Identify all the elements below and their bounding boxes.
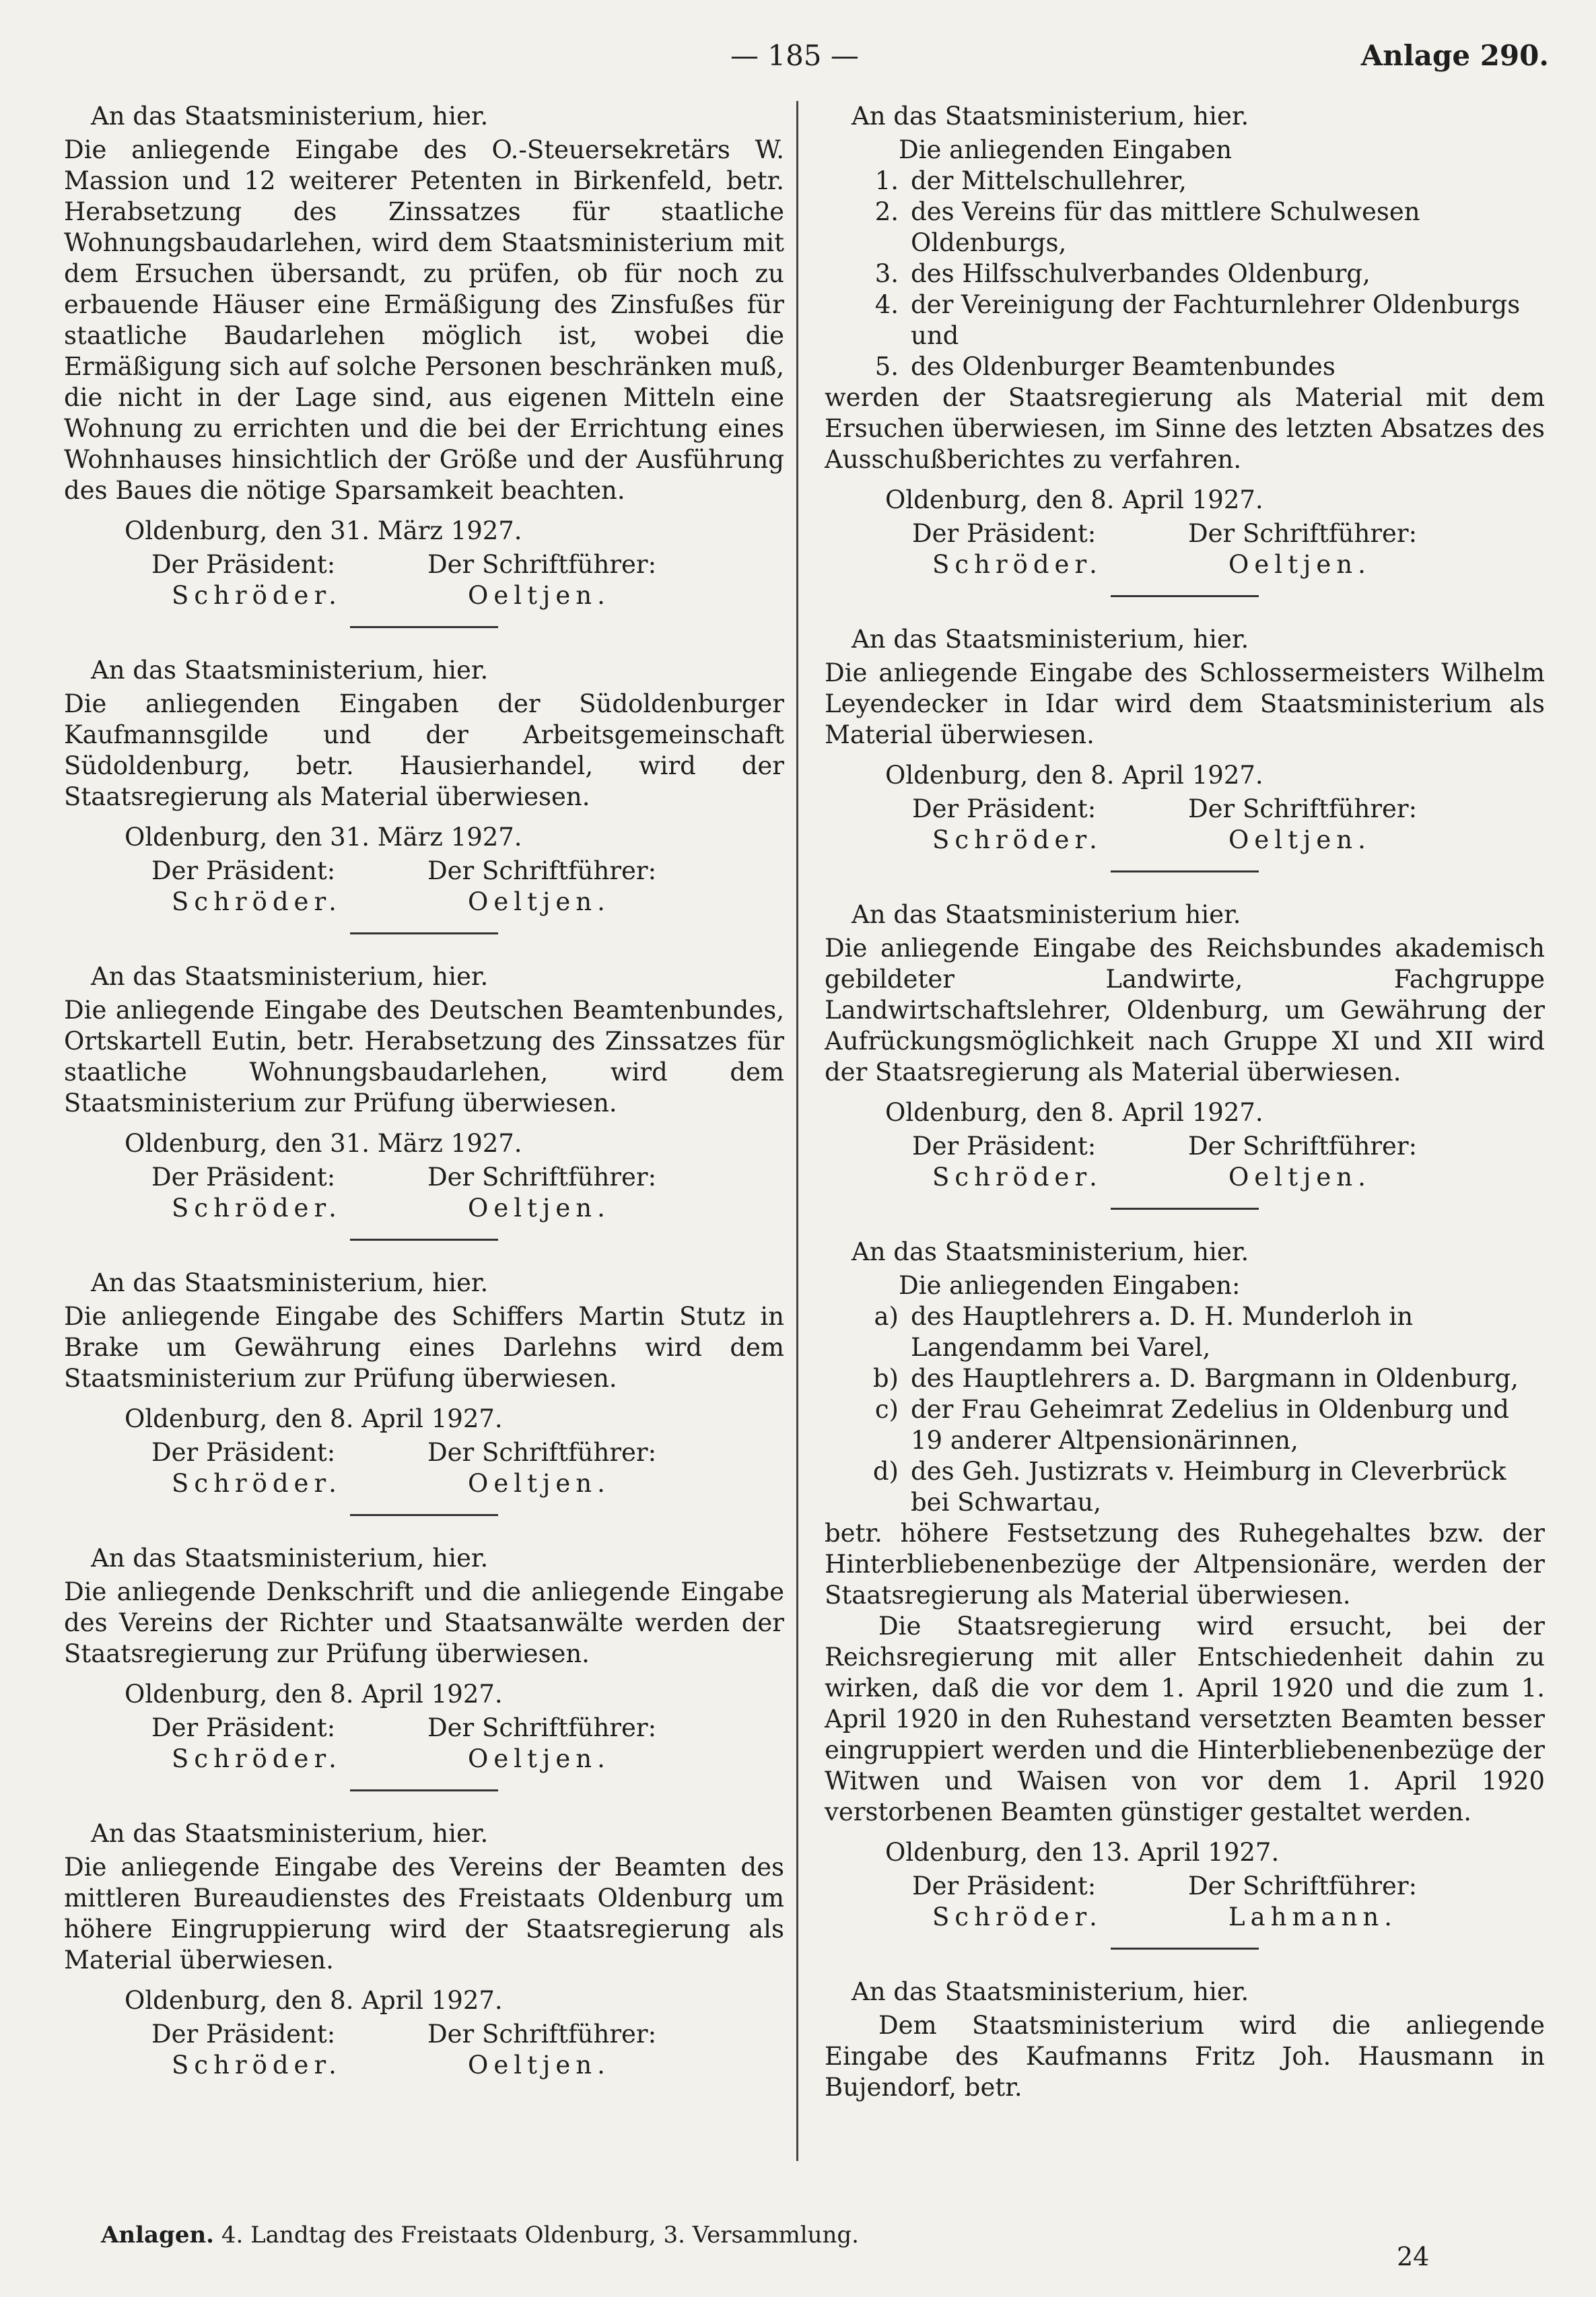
entry-separator: [1111, 1948, 1259, 1950]
list-item-text: des Oldenburger Beamtenbundes: [911, 352, 1335, 381]
list-item-number: c): [874, 1395, 899, 1424]
entry-body: werden der Staatsregierung als Material mit dem Ersuchen überwiesen, im Sinne des letzten Absatzes des Ausschußberichtes zu verfahren.: [825, 383, 1545, 474]
entry-address: An das Staatsministerium, hier.: [91, 1544, 489, 1573]
president-label: Der Präsident:: [151, 1163, 336, 1192]
list-item: [825, 259, 1545, 289]
sheet-number: 24: [1397, 2242, 1430, 2271]
resolution-entry: [825, 1237, 1545, 1950]
entry-separator: [1111, 870, 1259, 872]
entry-place-date: Oldenburg, den 8. April 1927.: [885, 761, 1263, 790]
entry-separator: [1111, 595, 1259, 597]
entry-address: An das Staatsministerium, hier.: [91, 1268, 489, 1297]
entry-place-date: Oldenburg, den 8. April 1927.: [125, 1986, 503, 2015]
entry-body: Die anliegenden Eingaben der Südoldenburger Kaufmannsgilde und der Arbeitsgemeinschaft Südoldenburg, betr. Hausierhandel, wird der Staatsregierung als Material überwiesen.: [64, 689, 784, 811]
entry-address: An das Staatsministerium, hier.: [91, 962, 489, 991]
secretary-name: Oeltjen.: [1228, 825, 1371, 854]
entry-address: An das Staatsministerium, hier.: [852, 102, 1249, 131]
list-item: [825, 1456, 1545, 1518]
column-divider: [796, 101, 798, 2161]
signature-names: [825, 825, 1545, 856]
entry-body: Die anliegende Eingabe des Reichsbundes akademisch gebildeter Landwirte, Fachgruppe Landwirtschaftslehrer, Oldenburg, um Gewährung der Aufrückungsmöglichkeit nach Gruppe XI und XII wird der Staatsregierung als Material überwiesen.: [825, 934, 1545, 1087]
list-item-text: der Mittelschullehrer,: [911, 166, 1187, 195]
secretary-label: Der Schriftführer:: [1188, 1132, 1418, 1161]
entry-intro: Die anliegenden Eingaben: [899, 135, 1233, 164]
list-item-text: des Hilfsschulverbandes Oldenburg,: [911, 259, 1371, 288]
petition-list: [825, 166, 1545, 382]
right-column: [825, 101, 1545, 2103]
list-item-text: der Frau Geheimrat Zedelius in Oldenburg und 19 anderer Altpensionärinnen,: [911, 1395, 1509, 1455]
signature-labels: [825, 518, 1545, 549]
page-number: — 185 —: [730, 39, 859, 72]
annex-label: Anlage 290.: [1360, 39, 1549, 72]
signature-names: [64, 1468, 784, 1499]
entry-body: Die anliegende Eingabe des Deutschen Beamtenbundes, Ortskartell Eutin, betr. Herabsetzung des Zinssatzes für staatliche Wohnungsbaudarlehen, wird dem Staatsministerium zur Prüfung überwiesen.: [64, 996, 784, 1118]
resolution-entry: [64, 1543, 784, 1791]
secretary-name: Oeltjen.: [468, 1744, 611, 1773]
list-item: [825, 351, 1545, 382]
entry-address: An das Staatsministerium, hier.: [852, 625, 1249, 654]
secretary-label: Der Schriftführer:: [427, 2020, 657, 2049]
entry-separator: [350, 1514, 498, 1516]
president-name: Schröder.: [932, 825, 1103, 854]
signature-names: [64, 1744, 784, 1775]
entry-separator: [350, 1789, 498, 1791]
secretary-name: Oeltjen.: [468, 1469, 611, 1498]
list-item-number: a): [874, 1302, 899, 1331]
secretary-label: Der Schriftführer:: [1188, 794, 1418, 823]
entry-body: Die anliegende Eingabe des Vereins der Beamten des mittleren Bureaudienstes des Freistaats Oldenburg um höhere Eingruppierung wird der Staatsregierung als Material überwiesen.: [64, 1853, 784, 1975]
secretary-name: Oeltjen.: [468, 581, 611, 610]
signature-names: [825, 549, 1545, 580]
entry-address: An das Staatsministerium, hier.: [852, 1977, 1249, 2006]
list-item: [825, 1363, 1545, 1394]
secretary-label: Der Schriftführer:: [1188, 519, 1418, 548]
secretary-label: Der Schriftführer:: [427, 1438, 657, 1467]
secretary-name: Lahmann.: [1228, 1902, 1398, 1931]
secretary-label: Der Schriftführer:: [427, 1713, 657, 1742]
signature-names: [64, 887, 784, 918]
entry-body: Die anliegende Denkschrift und die anliegende Eingabe des Vereins der Richter und Staatsanwälte werden der Staatsregierung zur Prüfung überwiesen.: [64, 1577, 784, 1668]
list-item-text: des Hauptlehrers a. D. H. Munderloh in Langendamm bei Varel,: [911, 1302, 1414, 1362]
president-name: Schröder.: [172, 1194, 342, 1223]
entry-body: Dem Staatsministerium wird die anliegende Eingabe des Kaufmanns Fritz Joh. Hausmann in Bujendorf, betr.: [825, 2011, 1545, 2102]
entry-separator: [350, 932, 498, 934]
entry-body: Die anliegende Eingabe des Schiffers Martin Stutz in Brake um Gewährung eines Darlehns wird dem Staatsministerium zur Prüfung überwiesen.: [64, 1302, 784, 1393]
list-item-text: des Hauptlehrers a. D. Bargmann in Oldenburg,: [911, 1364, 1519, 1393]
entry-place-date: Oldenburg, den 8. April 1927.: [125, 1404, 503, 1433]
entry-place-date: Oldenburg, den 31. März 1927.: [125, 1129, 522, 1158]
signature-labels: [64, 1713, 784, 1744]
signature-labels: [64, 856, 784, 887]
entry-address: An das Staatsministerium, hier.: [91, 102, 489, 131]
entry-body: betr. höhere Festsetzung des Ruhegehaltes bzw. der Hinterbliebenenbezüge der Altpensionäre, werden der Staatsregierung als Material überwiesen.: [825, 1519, 1545, 1610]
entry-place-date: Oldenburg, den 31. März 1927.: [125, 823, 522, 852]
resolution-entry: [64, 961, 784, 1241]
resolution-entry: [825, 899, 1545, 1210]
secretary-name: Oeltjen.: [468, 2051, 611, 2080]
president-name: Schröder.: [172, 1744, 342, 1773]
secretary-label: Der Schriftführer:: [1188, 1872, 1418, 1900]
list-item-number: 4.: [874, 290, 899, 319]
president-name: Schröder.: [932, 550, 1103, 579]
president-name: Schröder.: [172, 581, 342, 610]
list-item-number: 1.: [874, 166, 899, 195]
signature-labels: [64, 1437, 784, 1468]
resolution-entry: [825, 101, 1545, 597]
president-label: Der Präsident:: [151, 550, 336, 579]
president-label: Der Präsident:: [912, 519, 1097, 548]
entry-body: Die anliegende Eingabe des Schlossermeisters Wilhelm Leyendecker in Idar wird dem Staatsministerium als Material überwiesen.: [825, 658, 1545, 749]
resolution-entry: [64, 1818, 784, 2081]
president-name: Schröder.: [932, 1902, 1103, 1931]
president-label: Der Präsident:: [912, 1132, 1097, 1161]
secretary-label: Der Schriftführer:: [427, 1163, 657, 1192]
petition-list: [825, 1301, 1545, 1518]
signature-labels: [825, 1871, 1545, 1902]
list-item-number: 2.: [874, 197, 899, 226]
entry-place-date: Oldenburg, den 31. März 1927.: [125, 516, 522, 545]
resolution-entry: [64, 101, 784, 628]
entry-separator: [350, 1239, 498, 1241]
list-item-number: 3.: [874, 259, 899, 288]
signature-labels: [64, 1162, 784, 1193]
resolution-entry: [64, 655, 784, 934]
signature-names: [825, 1902, 1545, 1933]
list-item-number: d): [872, 1457, 899, 1486]
president-label: Der Präsident:: [151, 856, 336, 885]
list-item: [825, 289, 1545, 351]
resolution-entry: [825, 624, 1545, 872]
entry-separator: [350, 626, 498, 628]
signature-names: [825, 1162, 1545, 1193]
entry-place-date: Oldenburg, den 8. April 1927.: [125, 1680, 503, 1709]
page-footer: [101, 2222, 859, 2249]
secretary-name: Oeltjen.: [468, 1194, 611, 1223]
list-item: [825, 1394, 1545, 1456]
list-item-text: des Geh. Justizrats v. Heimburg in Cleverbrück bei Schwartau,: [911, 1457, 1506, 1517]
entry-place-date: Oldenburg, den 13. April 1927.: [885, 1838, 1280, 1867]
secretary-name: Oeltjen.: [468, 887, 611, 916]
signature-labels: [825, 794, 1545, 825]
entry-intro: Die anliegenden Eingaben:: [899, 1271, 1241, 1300]
president-name: Schröder.: [172, 2051, 342, 2080]
list-item: [825, 166, 1545, 197]
president-label: Der Präsident:: [912, 1872, 1097, 1900]
entry-address: An das Staatsministerium, hier.: [91, 656, 489, 685]
president-name: Schröder.: [932, 1163, 1103, 1192]
signature-labels: [64, 2019, 784, 2050]
entry-address: An das Staatsministerium, hier.: [91, 1819, 489, 1848]
president-name: Schröder.: [172, 887, 342, 916]
entry-body: Die anliegende Eingabe des O.-Steuersekretärs W. Massion und 12 weiterer Petenten in Birkenfeld, betr. Herabsetzung des Zinssatzes für staatliche Wohnungsbaudarlehen, wird dem Staatsministerium mit dem Ersuchen übersandt, zu prüfen, ob für noch zu erbauende Häuser eine Ermäßigung des Zinsfußes für staatliche Baudarlehen möglich ist, wobei die Ermäßigung sich auf solche Personen beschränken muß, die nicht in der Lage sind, aus eigenen Mitteln eine Wohnung zu errichten und die bei der Errichtung eines Wohnhauses hinsichtlich der Größe und der Ausführung des Baues die nötige Sparsamkeit beachten.: [64, 135, 784, 505]
president-label: Der Präsident:: [151, 1438, 336, 1467]
list-item-number: b): [872, 1364, 899, 1393]
signature-names: [64, 1193, 784, 1224]
secretary-label: Der Schriftführer:: [427, 550, 657, 579]
secretary-label: Der Schriftführer:: [427, 856, 657, 885]
entry-place-date: Oldenburg, den 8. April 1927.: [885, 485, 1263, 514]
list-item: [825, 1301, 1545, 1363]
entry-address: An das Staatsministerium, hier.: [852, 1237, 1249, 1266]
secretary-name: Oeltjen.: [1228, 550, 1371, 579]
president-label: Der Präsident:: [912, 794, 1097, 823]
page-header: [0, 39, 1596, 86]
list-item: [825, 197, 1545, 259]
president-label: Der Präsident:: [151, 1713, 336, 1742]
entry-place-date: Oldenburg, den 8. April 1927.: [885, 1098, 1263, 1127]
resolution-entry: [64, 1268, 784, 1516]
signature-names: [64, 2050, 784, 2081]
secretary-name: Oeltjen.: [1228, 1163, 1371, 1192]
left-column: [64, 101, 784, 2081]
resolution-entry: [825, 1977, 1545, 2103]
president-label: Der Präsident:: [151, 2020, 336, 2049]
list-item-text: des Vereins für das mittlere Schulwesen Oldenburgs,: [911, 197, 1420, 257]
entry-separator: [1111, 1208, 1259, 1210]
list-item-text: der Vereinigung der Fachturnlehrer Oldenburgs und: [911, 290, 1521, 350]
entry-body-request: Die Staatsregierung wird ersucht, bei der Reichsregierung mit aller Entschiedenheit dahin zu wirken, daß die vor dem 1. April 1920 und die zum 1. April 1920 in den Ruhestand versetzten Beamten besser eingruppiert werden und die Hinterbliebenenbezüge der Witwen und Waisen von vor dem 1. April 1920 verstorbenen Beamten günstiger gestaltet werden.: [825, 1612, 1545, 1826]
signature-labels: [64, 549, 784, 580]
signature-labels: [825, 1131, 1545, 1162]
list-item-number: 5.: [874, 352, 899, 381]
entry-address: An das Staatsministerium hier.: [852, 900, 1241, 929]
footer-label: Anlagen.: [101, 2222, 215, 2249]
signature-names: [64, 580, 784, 611]
president-name: Schröder.: [172, 1469, 342, 1498]
footer-text: 4. Landtag des Freistaats Oldenburg, 3. Versammlung.: [221, 2222, 859, 2249]
